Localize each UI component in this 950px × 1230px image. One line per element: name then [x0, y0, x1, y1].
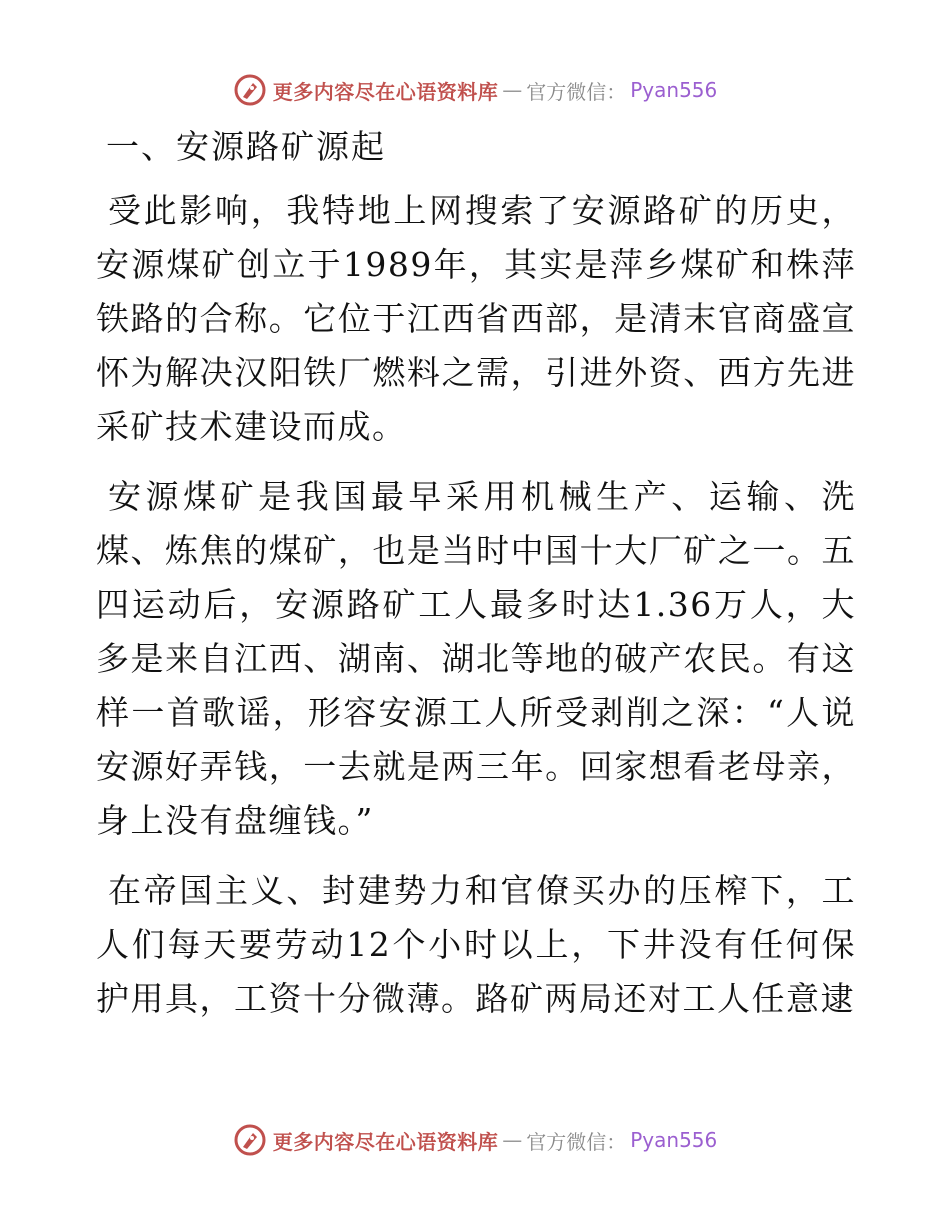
paragraph-3: 在帝国主义、封建势力和官僚买办的压榨下，工人们每天要劳动12个小时以上，下井没有任何保护用具，工资十分微薄。路矿两局还对工人任意逮 [96, 871, 856, 1018]
banner-separator: — [502, 1128, 523, 1152]
pen-nib-logo-icon [233, 73, 267, 107]
banner-official-text: 官方微信： [526, 1129, 627, 1154]
section-heading: 一、安源路矿源起 [106, 127, 386, 166]
document-body [96, 122, 856, 1042]
banner-separator: — [502, 78, 523, 102]
pen-nib-logo-icon [233, 1123, 267, 1157]
banner-wechat-id: Pyan556 [630, 1128, 718, 1152]
banner-official-text: 官方微信： [526, 79, 627, 104]
header-banner [0, 70, 950, 110]
banner-main-text: 更多内容尽在心语资料库 [272, 1129, 499, 1154]
banner-main-text: 更多内容尽在心语资料库 [272, 79, 499, 104]
paragraph-2: 安源煤矿是我国最早采用机械生产、运输、洗煤、炼焦的煤矿，也是当时中国十大厂矿之一。五四运动后，安源路矿工人最多时达1.36万人，大多是来自江西、湖南、湖北等地的破产农民。有这样一首歌谣，形容安源工人所受剥削之深：“人说安源好弄钱，一去就是两三年。回家想看老母亲，身上没有盘缠钱。” [96, 477, 856, 840]
banner-wechat-id: Pyan556 [630, 78, 718, 102]
paragraph-1: 受此影响，我特地上网搜索了安源路矿的历史，安源煤矿创立于1989年，其实是萍乡煤矿和株萍铁路的合称。它位于江西省西部，是清末官商盛宣怀为解决汉阳铁厂燃料之需，引进外资、西方先进采矿技术建设而成。 [96, 191, 856, 446]
footer-banner [0, 1120, 950, 1160]
